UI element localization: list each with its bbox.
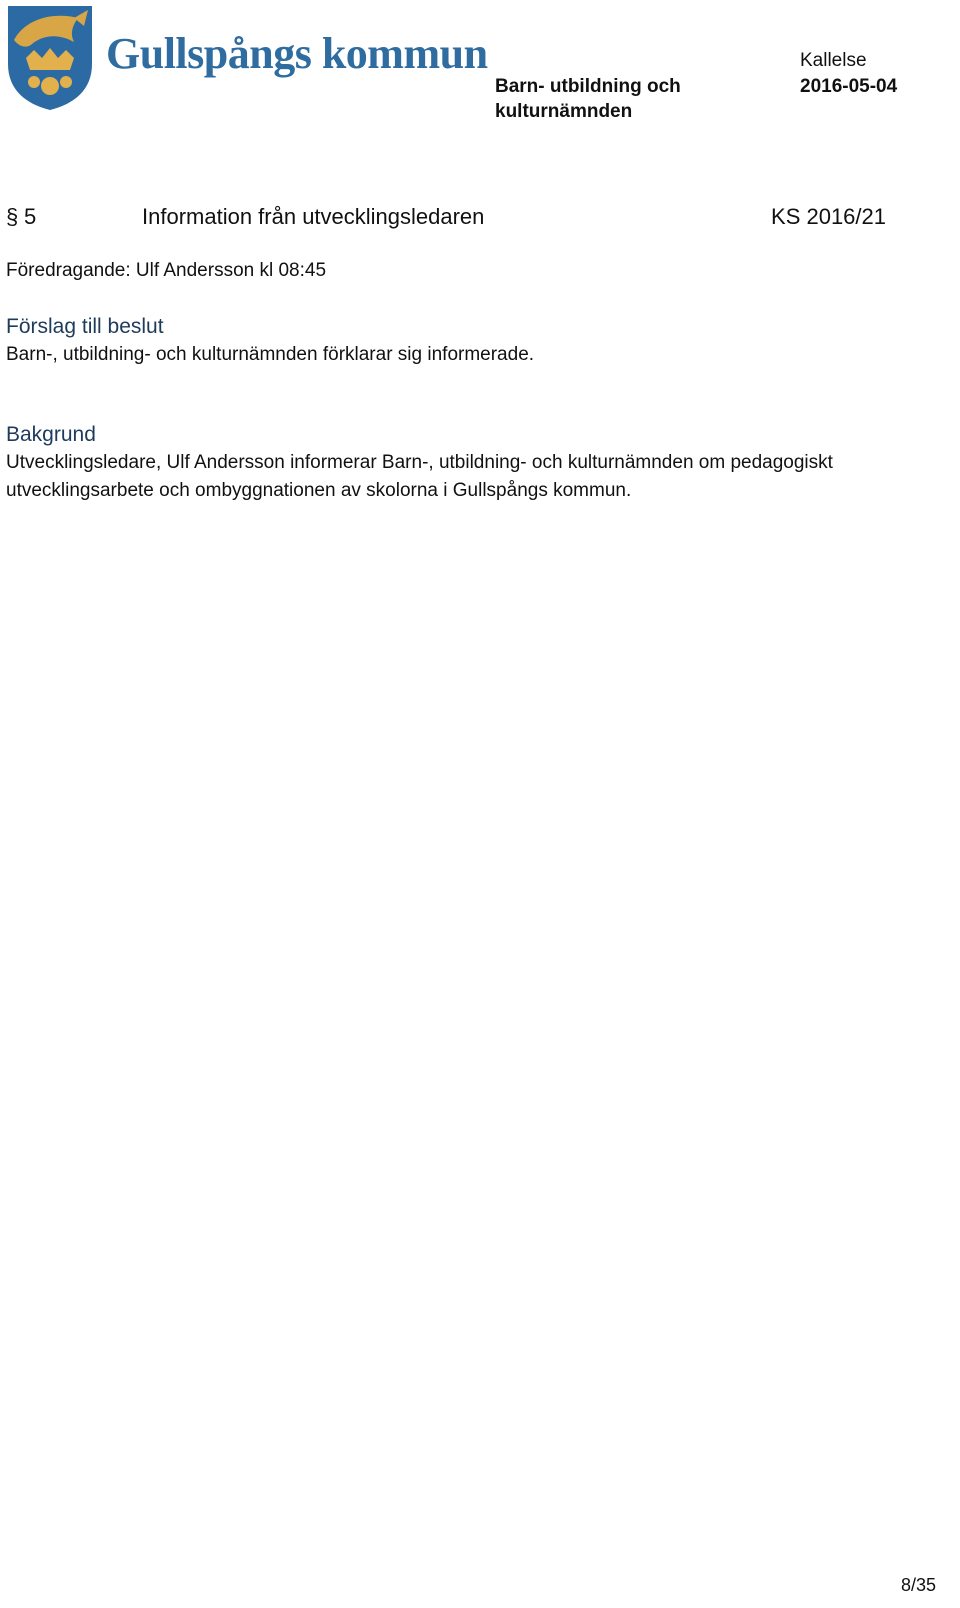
document-type: Kallelse [800,50,867,71]
section-number: 5 [24,204,37,229]
coat-of-arms-icon [4,4,96,112]
municipality-logo [4,4,488,114]
meeting-date: 2016-05-04 [800,76,898,97]
background-heading: Bakgrund [6,423,96,446]
background-text [6,449,833,505]
committee-name-line2: kulturnämnden [495,101,633,122]
committee-name-line1: Barn- utbildning och [495,76,681,97]
proposal-heading: Förslag till beslut [6,315,164,338]
section-title: Information från utvecklingsledaren [142,204,485,229]
background-text-line1: Utvecklingsledare, Ulf Andersson informerar Barn-, utbildning- och kulturnämnden om pedagogiskt [6,452,833,473]
section-heading [6,204,886,234]
case-number: KS 2016/21 [771,204,886,229]
proposal-text: Barn-, utbildning- och kulturnämnden förklarar sig informerade. [6,344,535,365]
background-text-line2: utvecklingsarbete och ombyggnationen av skolorna i Gullspångs kommun. [6,480,632,501]
page-number: 8/35 [900,1575,936,1595]
brand-wordmark: Gullspångs kommun [106,29,488,78]
presenter-line: Föredragande: Ulf Andersson kl 08:45 [6,260,327,281]
committee-name [495,74,681,124]
paragraph-sign: § [6,204,19,229]
